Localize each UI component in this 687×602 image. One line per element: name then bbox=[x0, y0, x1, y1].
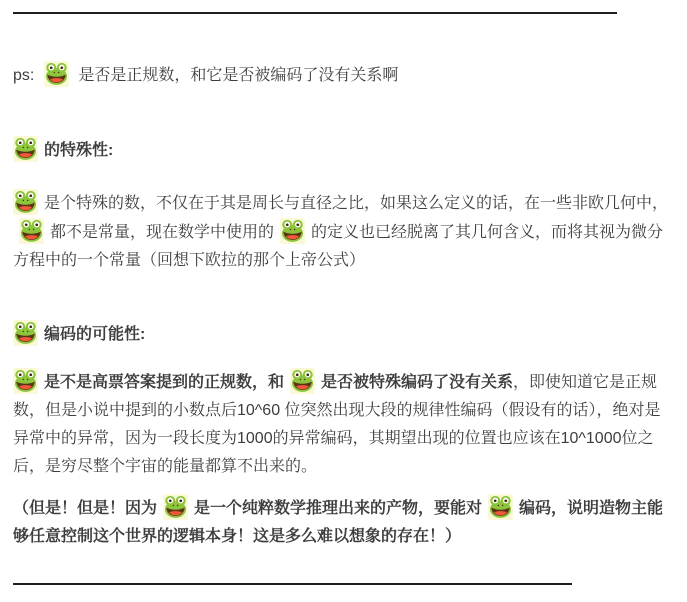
frog-emoji-icon bbox=[13, 368, 38, 394]
paragraph-segment: ，即使知道它是正规数，但是小说中提到的小数点后10^60 位突然出现大段的规律性编码（假设有的话），绝对是异常中的异常，因为一段长度为1000的异常编码，其期望出现的位置也应该在10^1000位之后，是穷尽整个宇宙的能量都算不出来的。 bbox=[13, 374, 661, 475]
heading-text: 的特殊性: bbox=[44, 142, 114, 159]
paragraph-segment-bold: 是不是高票答案提到的正规数，和 bbox=[44, 374, 285, 391]
closing-remark-paragraph bbox=[13, 494, 671, 551]
frog-emoji-icon bbox=[290, 368, 315, 394]
frog-emoji-icon bbox=[163, 494, 188, 520]
frog-emoji-icon bbox=[44, 61, 69, 87]
section-heading-pi-specialness bbox=[13, 136, 671, 165]
ps-prefix: ps: bbox=[13, 67, 35, 84]
paragraph-segment: 是个特殊的数，不仅在于其是周长与直径之比，如果这么定义的话，在一些非欧几何中， bbox=[44, 195, 669, 212]
paragraph-segment-bold: 编码，说明造物主能够任意控制这个世界的逻辑本身！这是多么难以想象的存在！） bbox=[13, 500, 664, 545]
frog-emoji-icon bbox=[19, 218, 44, 244]
paragraph-segment: 都不是常量，现在数学中使用的 bbox=[50, 224, 275, 241]
paragraph-segment: 的定义也已经脱离了其几何含义，而将其视为微分方程中的一个常量（回想下欧拉的那个上帝公式） bbox=[13, 224, 664, 269]
paragraph-segment-bold: （但是！但是！因为 bbox=[13, 500, 158, 517]
bottom-divider-line bbox=[13, 583, 572, 585]
ps-text: 是否是正规数，和它是否被编码了没有关系啊 bbox=[78, 67, 399, 84]
top-divider-line bbox=[13, 12, 617, 14]
paragraph-encoding-possibility bbox=[13, 368, 671, 481]
paragraph-segment-bold: 是否被特殊编码了没有关系 bbox=[321, 374, 514, 391]
paragraph-pi-specialness bbox=[13, 189, 671, 275]
ps-note-line bbox=[13, 61, 671, 90]
paragraph-segment-bold: 是一个纯粹数学推理出来的产物，要能对 bbox=[194, 500, 483, 517]
frog-emoji-icon bbox=[280, 218, 305, 244]
frog-emoji-icon bbox=[13, 320, 38, 346]
frog-emoji-icon bbox=[13, 189, 38, 215]
heading-text: 编码的可能性: bbox=[44, 326, 146, 343]
frog-emoji-icon bbox=[488, 494, 513, 520]
frog-emoji-icon bbox=[13, 136, 38, 162]
section-heading-encoding-possibility bbox=[13, 320, 671, 349]
answer-text-page bbox=[0, 12, 687, 602]
